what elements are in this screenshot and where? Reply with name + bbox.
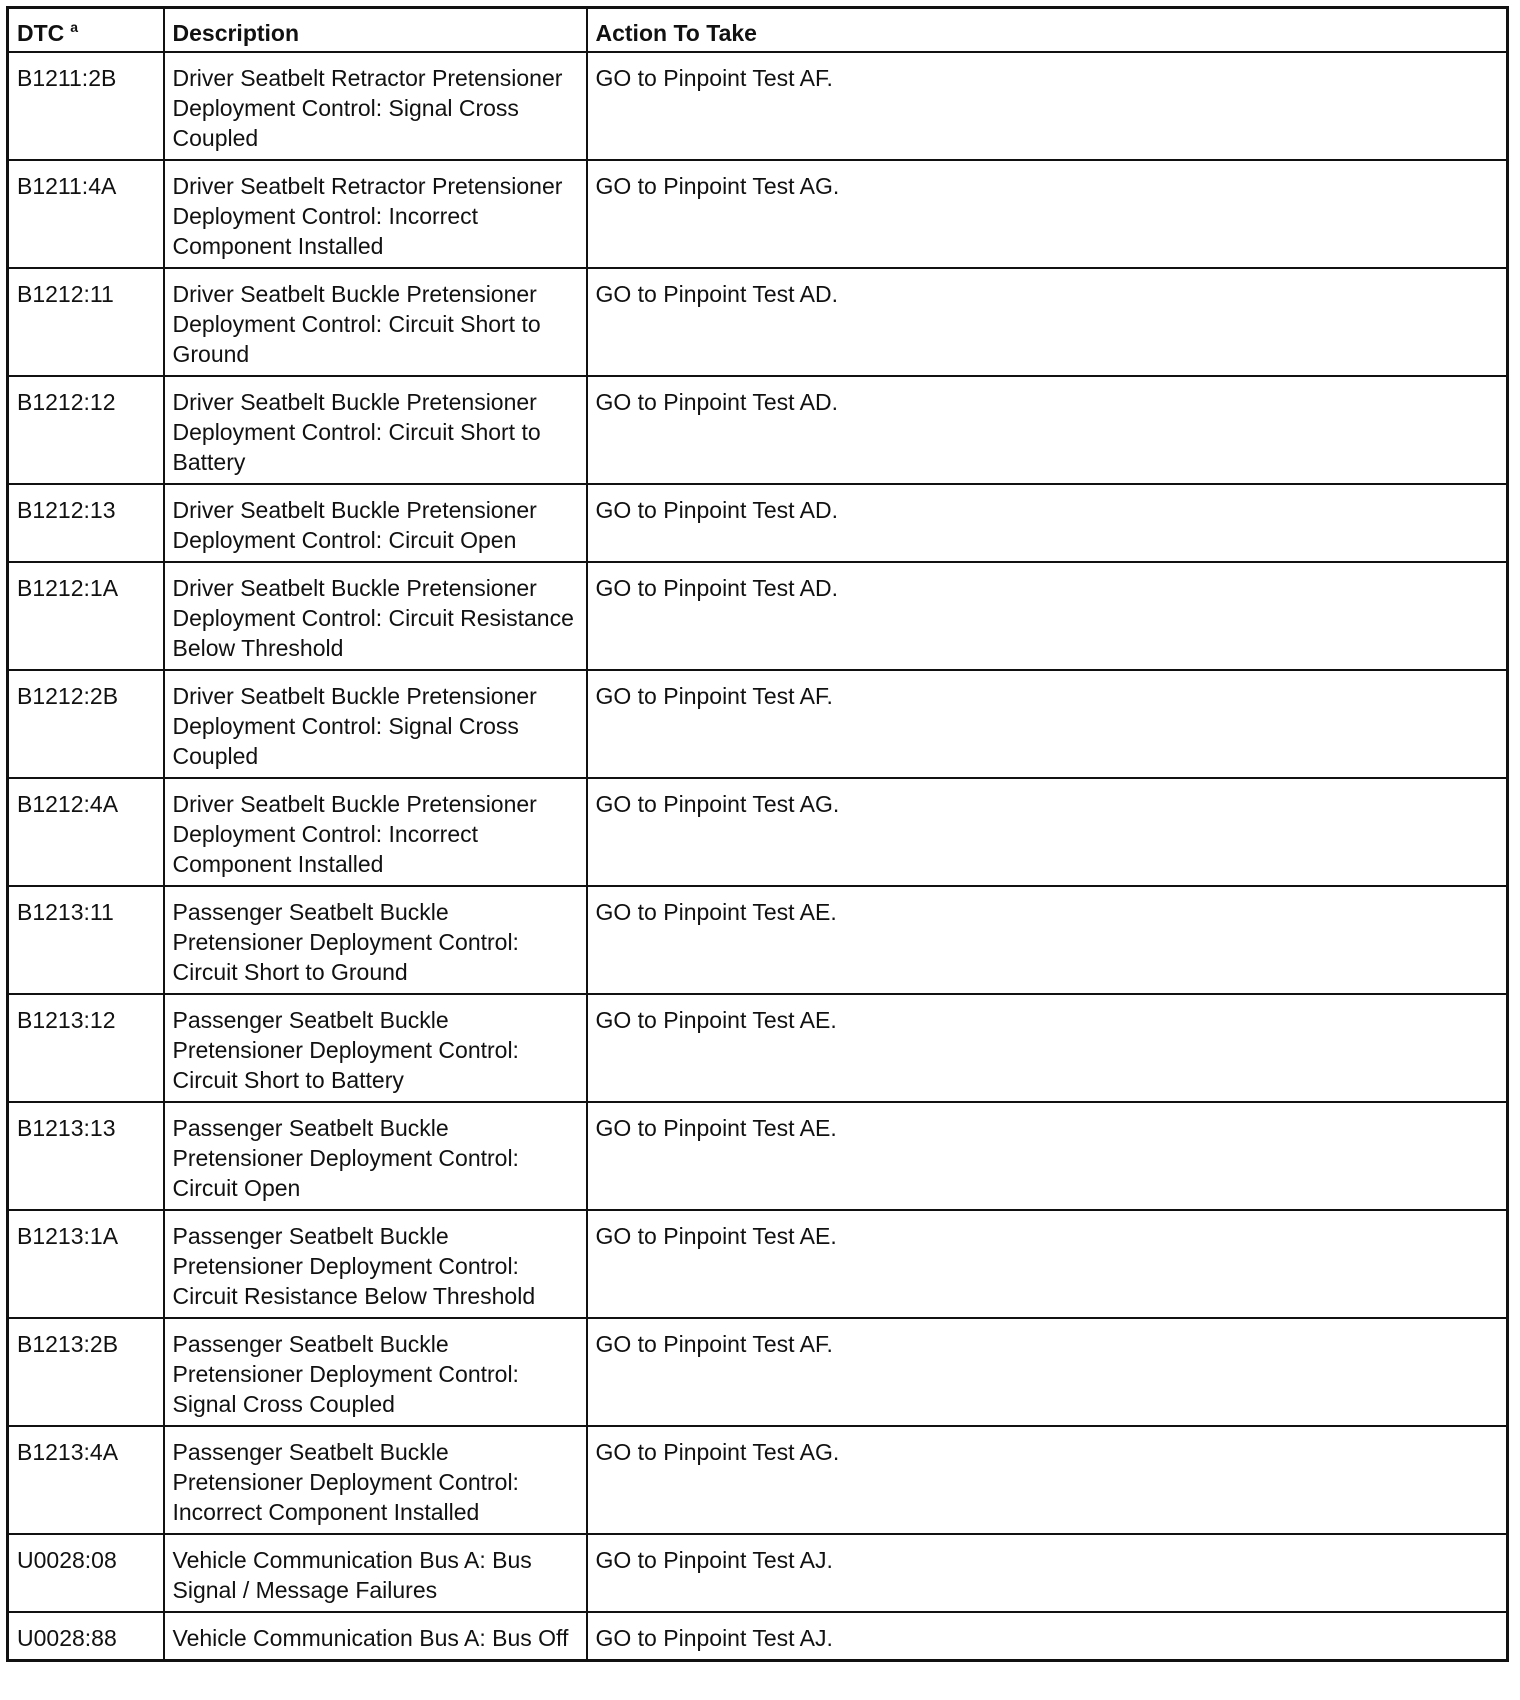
table-row [8, 1426, 1508, 1534]
table-row [8, 160, 1508, 268]
table-row [8, 778, 1508, 886]
action-cell: GO to Pinpoint Test AJ. [587, 1612, 1508, 1661]
action-cell: GO to Pinpoint Test AG. [587, 1426, 1508, 1534]
table-header [8, 8, 1508, 52]
description-cell: Passenger Seatbelt Buckle Pretensioner Deployment Control: Circuit Open [164, 1102, 587, 1210]
table-row [8, 1210, 1508, 1318]
dtc-cell: B1213:12 [8, 994, 164, 1102]
action-cell: GO to Pinpoint Test AF. [587, 1318, 1508, 1426]
dtc-cell: B1211:2B [8, 52, 164, 160]
dtc-cell: B1213:11 [8, 886, 164, 994]
description-cell: Driver Seatbelt Buckle Pretensioner Deployment Control: Circuit Resistance Below Threshold [164, 562, 587, 670]
description-cell: Passenger Seatbelt Buckle Pretensioner Deployment Control: Signal Cross Coupled [164, 1318, 587, 1426]
description-cell: Passenger Seatbelt Buckle Pretensioner Deployment Control: Circuit Short to Ground [164, 886, 587, 994]
table-row [8, 1318, 1508, 1426]
dtc-table [6, 6, 1509, 1662]
action-cell: GO to Pinpoint Test AE. [587, 994, 1508, 1102]
table-row [8, 994, 1508, 1102]
dtc-cell: B1212:13 [8, 484, 164, 562]
table-row [8, 376, 1508, 484]
dtc-cell: B1212:4A [8, 778, 164, 886]
description-cell: Driver Seatbelt Buckle Pretensioner Deployment Control: Incorrect Component Installed [164, 778, 587, 886]
description-cell: Driver Seatbelt Buckle Pretensioner Deployment Control: Circuit Short to Ground [164, 268, 587, 376]
header-dtc-footnote: a [70, 19, 79, 36]
table-row [8, 1102, 1508, 1210]
action-cell: GO to Pinpoint Test AJ. [587, 1534, 1508, 1612]
header-description: Description [164, 8, 587, 52]
description-cell: Driver Seatbelt Retractor Pretensioner Deployment Control: Signal Cross Coupled [164, 52, 587, 160]
action-cell: GO to Pinpoint Test AD. [587, 562, 1508, 670]
dtc-cell: B1212:1A [8, 562, 164, 670]
table-row [8, 52, 1508, 160]
dtc-cell: B1211:4A [8, 160, 164, 268]
header-row [8, 8, 1508, 52]
table-body [8, 52, 1508, 1661]
description-cell: Driver Seatbelt Buckle Pretensioner Deployment Control: Circuit Short to Battery [164, 376, 587, 484]
table-row [8, 484, 1508, 562]
header-dtc-label: DTC [17, 20, 65, 46]
table-row [8, 886, 1508, 994]
dtc-cell: B1212:2B [8, 670, 164, 778]
action-cell: GO to Pinpoint Test AE. [587, 886, 1508, 994]
dtc-cell: B1213:2B [8, 1318, 164, 1426]
dtc-cell: B1212:11 [8, 268, 164, 376]
action-cell: GO to Pinpoint Test AE. [587, 1210, 1508, 1318]
action-cell: GO to Pinpoint Test AD. [587, 376, 1508, 484]
action-cell: GO to Pinpoint Test AF. [587, 670, 1508, 778]
dtc-cell: U0028:88 [8, 1612, 164, 1661]
description-cell: Driver Seatbelt Buckle Pretensioner Deployment Control: Signal Cross Coupled [164, 670, 587, 778]
description-cell: Passenger Seatbelt Buckle Pretensioner Deployment Control: Incorrect Component Installed [164, 1426, 587, 1534]
description-cell: Passenger Seatbelt Buckle Pretensioner Deployment Control: Circuit Resistance Below Threshold [164, 1210, 587, 1318]
table-row [8, 1534, 1508, 1612]
table-row [8, 562, 1508, 670]
description-cell: Vehicle Communication Bus A: Bus Off [164, 1612, 587, 1661]
header-dtc [8, 8, 164, 52]
action-cell: GO to Pinpoint Test AD. [587, 268, 1508, 376]
action-cell: GO to Pinpoint Test AD. [587, 484, 1508, 562]
table-row [8, 1612, 1508, 1661]
action-cell: GO to Pinpoint Test AE. [587, 1102, 1508, 1210]
description-cell: Driver Seatbelt Retractor Pretensioner Deployment Control: Incorrect Component Installed [164, 160, 587, 268]
description-cell: Vehicle Communication Bus A: Bus Signal / Message Failures [164, 1534, 587, 1612]
table-row [8, 268, 1508, 376]
dtc-cell: B1213:13 [8, 1102, 164, 1210]
header-action: Action To Take [587, 8, 1508, 52]
description-cell: Driver Seatbelt Buckle Pretensioner Deployment Control: Circuit Open [164, 484, 587, 562]
action-cell: GO to Pinpoint Test AG. [587, 160, 1508, 268]
table-row [8, 670, 1508, 778]
description-cell: Passenger Seatbelt Buckle Pretensioner Deployment Control: Circuit Short to Battery [164, 994, 587, 1102]
dtc-cell: B1213:4A [8, 1426, 164, 1534]
dtc-cell: U0028:08 [8, 1534, 164, 1612]
action-cell: GO to Pinpoint Test AG. [587, 778, 1508, 886]
action-cell: GO to Pinpoint Test AF. [587, 52, 1508, 160]
dtc-cell: B1213:1A [8, 1210, 164, 1318]
dtc-cell: B1212:12 [8, 376, 164, 484]
